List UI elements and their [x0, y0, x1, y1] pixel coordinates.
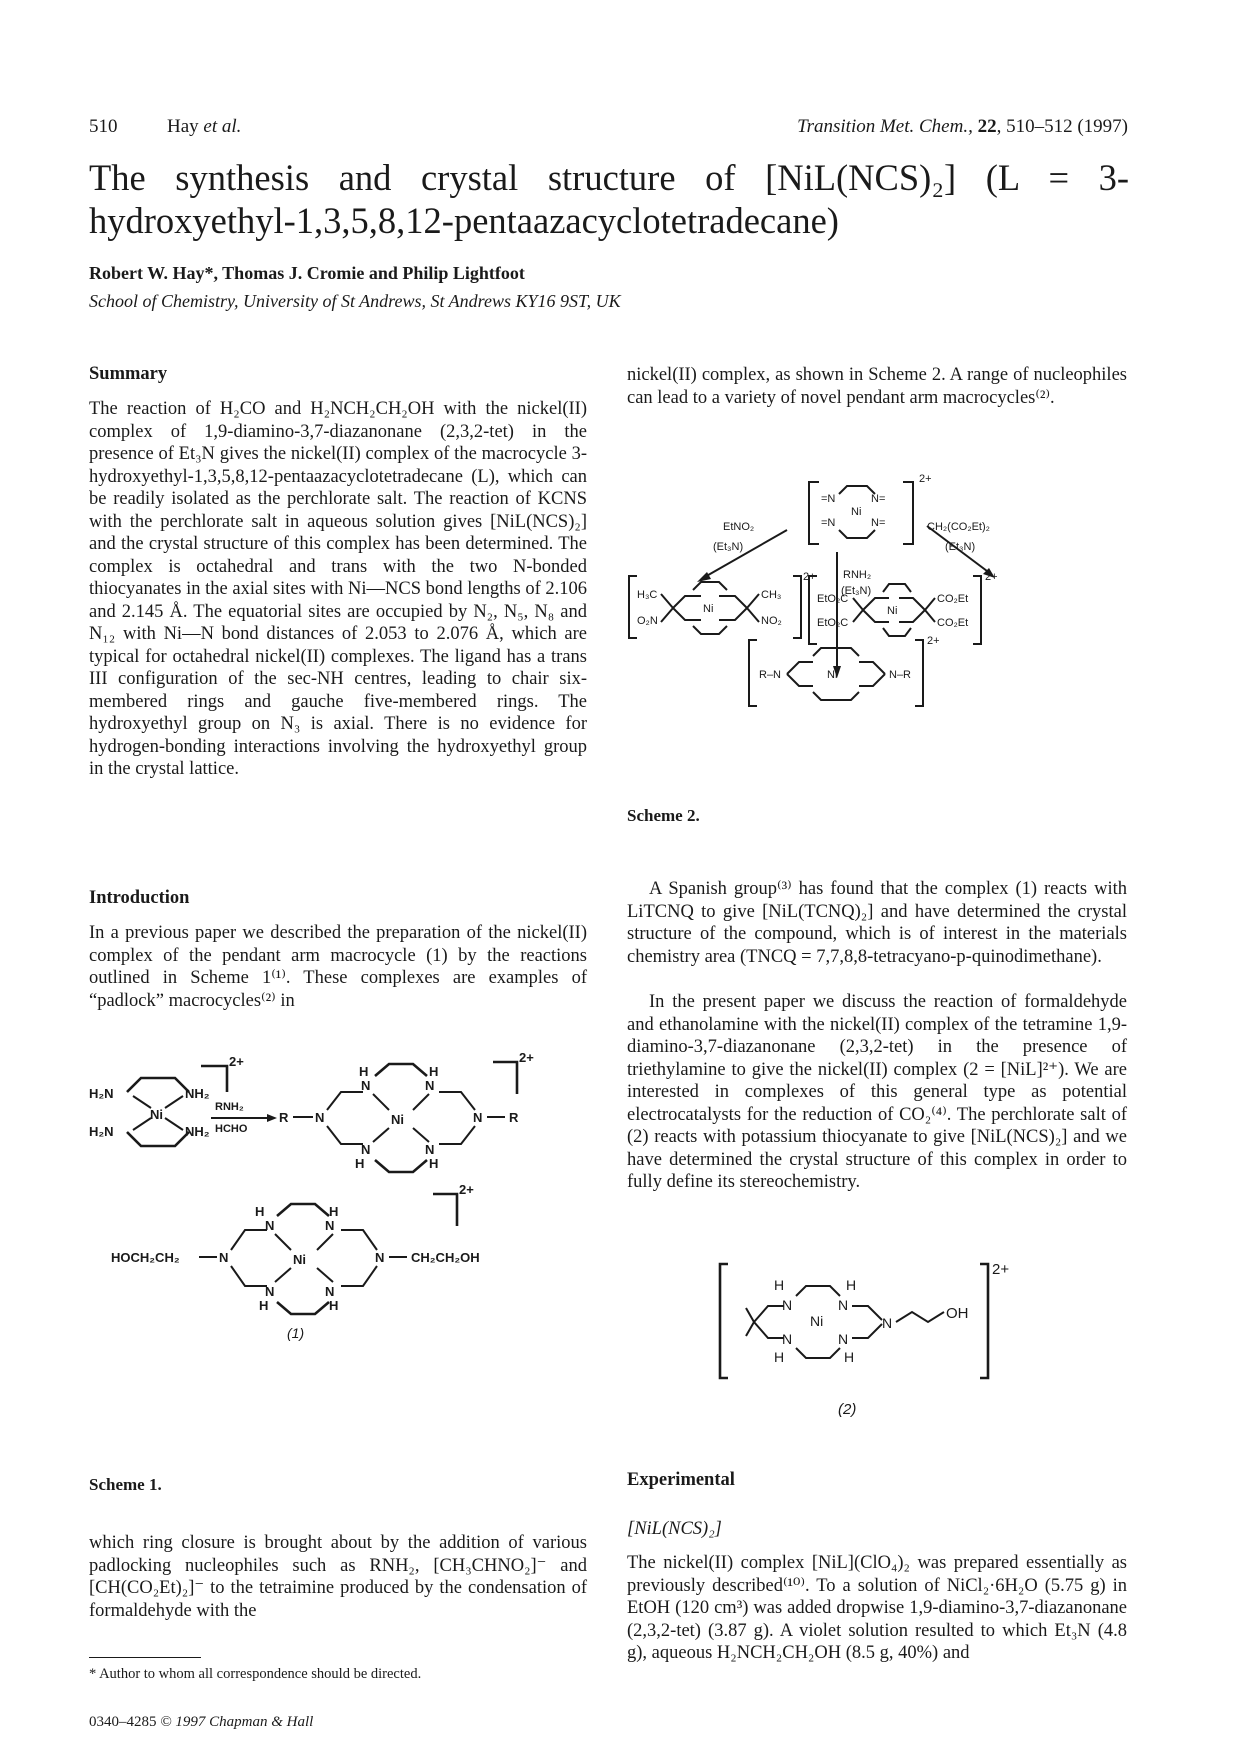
arm-right-label: CH₂CH₂OH — [411, 1250, 480, 1265]
nickel-label: Ni — [810, 1313, 824, 1329]
compound-1-label: (1) — [287, 1325, 305, 1341]
ester-label: EtO₂C — [817, 593, 849, 605]
charge-label: 2+ — [229, 1054, 244, 1069]
introduction-heading: Introduction — [89, 888, 190, 908]
copyright: © 1997 Chapman & Hall — [160, 1714, 314, 1730]
r-group-label: R — [279, 1110, 289, 1125]
compound-2-figure — [718, 1262, 1048, 1432]
footnote: * Author to whom all correspondence should be directed. — [89, 1666, 422, 1682]
amine-right-label: N–R — [889, 669, 912, 681]
scheme-2-figure — [627, 466, 1137, 796]
nickel-label: Ni — [827, 669, 838, 681]
journal-reference: Transition Met. Chem., 22, 510–512 (1997) — [797, 116, 1128, 137]
introduction-paragraph-2: which ring closure is brought about by the addition of various padlocking nucleophiles such as RNH₂, [CH₃CHNO₂]⁻ and [CH(CO₂Et)₂]⁻ to the tetraimine produced by the condensation of formaldehyde with the — [89, 1533, 587, 1621]
nitrogen-label: N — [265, 1218, 275, 1233]
nickel-label: Ni — [851, 506, 862, 518]
experimental-heading: Experimental — [627, 1470, 735, 1490]
nickel-label: Ni — [703, 603, 714, 615]
page-number: 510 — [89, 116, 118, 137]
nickel-label: Ni — [391, 1112, 404, 1127]
hydrogen-label: H — [329, 1298, 339, 1313]
running-author-name: Hay — [167, 116, 199, 137]
methyl-label: H₃C — [637, 589, 658, 601]
arm-left-label: HOCH₂CH₂ — [111, 1250, 180, 1265]
et-al: et al. — [203, 116, 242, 137]
macrocycle-product — [279, 1050, 534, 1172]
reagent-middle-base: (Et₃N) — [841, 585, 872, 597]
amine-label: NH₂ — [185, 1124, 210, 1139]
r-group-label: R — [509, 1110, 519, 1125]
article-title: The synthesis and crystal structure of [NiL(NCS)₂] (L = 3-hydroxyethyl-1,3,5,8,12-pentaazacyclotetradecane) — [89, 157, 1129, 241]
reagent-bottom: HCHO — [215, 1123, 248, 1135]
nitro-product — [629, 571, 816, 638]
nitrogen-label: N — [425, 1142, 435, 1157]
reaction-arrow — [211, 1101, 277, 1135]
reagent-right: CH₂(CO₂Et)₂ — [927, 521, 990, 533]
nitrogen-label: N — [361, 1078, 371, 1093]
nitrogen-label: N — [425, 1078, 435, 1093]
amine-label: H₂N — [89, 1086, 114, 1101]
nitrogen-label: N — [325, 1218, 335, 1233]
reagent-left: EtNO₂ — [723, 521, 755, 533]
reagent-left-base: (Et₃N) — [713, 541, 744, 553]
author-list: Robert W. Hay*, Thomas J. Cromie and Philip Lightfoot — [89, 263, 525, 283]
spanish-group-paragraph: A Spanish group⁽³⁾ has found that the complex (1) reacts with LiTCNQ to give [NiL(TCNQ)₂] and have determined the crystal structure of the compound, which is of interest in the materials chemistry area (TNCQ = 7,7,8,8-tetracyano-p-quinodimethane). — [627, 879, 1127, 967]
hydrogen-label: H — [255, 1204, 265, 1219]
nitro-label: NO₂ — [761, 615, 782, 627]
hydrogen-label: H — [774, 1349, 785, 1365]
journal-volume: 22 — [977, 116, 997, 137]
amine-label: H₂N — [89, 1124, 114, 1139]
scheme-2-caption: Scheme 2. — [627, 806, 700, 825]
summary-text: The reaction of H₂CO and H₂NCH₂CH₂OH with the nickel(II) complex of 1,9-diamino-3,7-diazanonane (2,3,2-tet) in the presence of Et₃N gives the nickel(II) complex of the macrocycle 3-hydroxyethyl-1,3,5,8,12-pentaazacyclotetradecane (L), which can be readily isolated as the perchlorate salt. The reaction of KCNS with the perchlorate salt in aqueous solution gives [NiL(NCS)₂] and the crystal structure of this complex has been determined. The complex is octahedral and trans with the two N-bonded thiocyanates in the axial sites with Ni—NCS bond lengths of 2.106 and 2.145 Å. The equatorial sites are occupied by N₂, N₅, N₈ and N₁₂ with Ni—N bond distances of 2.053 to 2.076 Å, which are typical for octahedral nickel(II) complexes. The ligand has a trans III configuration of the sec-NH centres, leading to chair six-membered rings and gauche five-membered rings. The hydroxyethyl group on N₃ is axial. There is no evidence for hydrogen-bonding interactions involving the hydroxyethyl group in the crystal lattice. — [89, 399, 587, 779]
experimental-text: The nickel(II) complex [NiL](ClO₄)₂ was prepared essentially as previously described⁽¹⁰⁾. To a solution of NiCl₂·6H₂O (5.75 g) in EtOH (120 cm³) was added dropwise 1,9-diamino-3,7-diazanonane (2,3,2-tet) (3.87 g). A violet solution resulted to which Et₃N (4.8 g), aqueous H₂NCH₂CH₂OH (8.5 g, 40%) and — [627, 1553, 1127, 1663]
ester-label: CO₂Et — [937, 617, 969, 629]
ester-label: CO₂Et — [937, 593, 969, 605]
charge-label: 2+ — [919, 473, 932, 485]
nitrogen-label: N — [375, 1250, 385, 1265]
hydrogen-label: H — [259, 1298, 269, 1313]
compound-2-label: (2) — [838, 1401, 857, 1418]
hydrogen-label: H — [429, 1156, 439, 1171]
summary-heading: Summary — [89, 364, 168, 384]
nitrogen-label: N — [265, 1284, 275, 1299]
scheme-intro-paragraph: nickel(II) complex, as shown in Scheme 2. A range of nucleophiles can lead to a variety of novel pendant arm macrocycles⁽²⁾. — [627, 365, 1127, 408]
methyl-label: CH₃ — [761, 589, 782, 601]
nitrogen-label: N — [219, 1250, 229, 1265]
hydrogen-label: H — [359, 1064, 369, 1079]
hydrogen-label: H — [355, 1156, 365, 1171]
journal-pages-year: 510–512 (1997) — [1006, 116, 1128, 137]
amine-label: NH₂ — [185, 1086, 210, 1101]
affiliation: School of Chemistry, University of St Andrews, St Andrews KY16 9ST, UK — [89, 291, 621, 311]
reagent-middle: RNH₂ — [843, 569, 872, 581]
amine-product — [749, 635, 940, 706]
charge-label: 2+ — [927, 635, 940, 647]
nitrogen-label: N — [882, 1315, 893, 1331]
hydrogen-label: H — [846, 1277, 857, 1293]
hydrogen-label: H — [774, 1277, 785, 1293]
scheme-1-figure — [89, 1050, 599, 1460]
charge-label: 2+ — [459, 1182, 474, 1197]
issn: 0340–4285 — [89, 1714, 157, 1730]
introduction-paragraph-1: In a previous paper we described the preparation of the nickel(II) complex of the pendant arm macrocycle (1) by the reactions outlined in Scheme 1⁽¹⁾. These complexes are examples of “padlock” macrocycles⁽²⁾ in — [89, 923, 587, 1011]
nitrogen-label: N — [838, 1331, 849, 1347]
nitro-label: O₂N — [637, 615, 658, 627]
nitrogen-label: N — [782, 1331, 793, 1347]
hydroxyl-label: OH — [946, 1305, 969, 1322]
imine-label: N= — [871, 517, 886, 529]
charge-label: 2+ — [519, 1050, 534, 1065]
nickel-label: Ni — [887, 605, 898, 617]
imine-label: =N — [821, 517, 836, 529]
hydrogen-label: H — [329, 1204, 339, 1219]
ester-label: EtO₂C — [817, 617, 849, 629]
reagent-right-base: (Et₃N) — [945, 541, 976, 553]
nickel-label: Ni — [150, 1107, 163, 1122]
charge-label: 2+ — [985, 571, 998, 583]
tetraimine-complex — [809, 473, 932, 544]
nitrogen-label: N — [361, 1142, 371, 1157]
hydrogen-label: H — [429, 1064, 439, 1079]
nitrogen-label: N — [782, 1297, 793, 1313]
nitrogen-label: N — [325, 1284, 335, 1299]
journal-name: Transition Met. Chem. — [797, 116, 969, 137]
running-authors — [167, 116, 241, 138]
amine-left-label: R–N — [759, 669, 782, 681]
charge-label: 2+ — [992, 1262, 1010, 1278]
scheme-1-caption: Scheme 1. — [89, 1475, 162, 1494]
compound-1-structure — [111, 1182, 480, 1314]
experimental-subheading: [NiL(NCS)₂] — [627, 1519, 722, 1539]
nitrogen-label: N — [838, 1297, 849, 1313]
imine-label: N= — [871, 493, 886, 505]
reagent-top: RNH₂ — [215, 1101, 244, 1113]
arrow-left — [703, 530, 787, 578]
present-paper-paragraph: In the present paper we discuss the reaction of formaldehyde and ethanolamine with the nickel(II) complex of the tetramine 1,9-diamino-3,7-diazanonane (2,3,2-tet) in the presence of triethylamine to give the nickel(II) complex (2 = [NiL]²⁺). We are interested in complexes of this general type as potential electrocatalysts for the reduction of CO₂⁽⁴⁾. The perchlorate salt of (2) reacts with potassium thiocyanate to give [NiL(NCS)₂] and we have determined the crystal structure of this complex in order to fully define its stereochemistry. — [627, 992, 1127, 1192]
imine-label: =N — [821, 493, 836, 505]
charge-label: 2+ — [803, 571, 816, 583]
nitrogen-label: N — [473, 1110, 483, 1125]
nickel-label: Ni — [293, 1252, 306, 1267]
copyright-line — [89, 1714, 313, 1731]
footnote-rule — [89, 1657, 201, 1658]
hydrogen-label: H — [844, 1349, 855, 1365]
nitrogen-label: N — [315, 1110, 325, 1125]
